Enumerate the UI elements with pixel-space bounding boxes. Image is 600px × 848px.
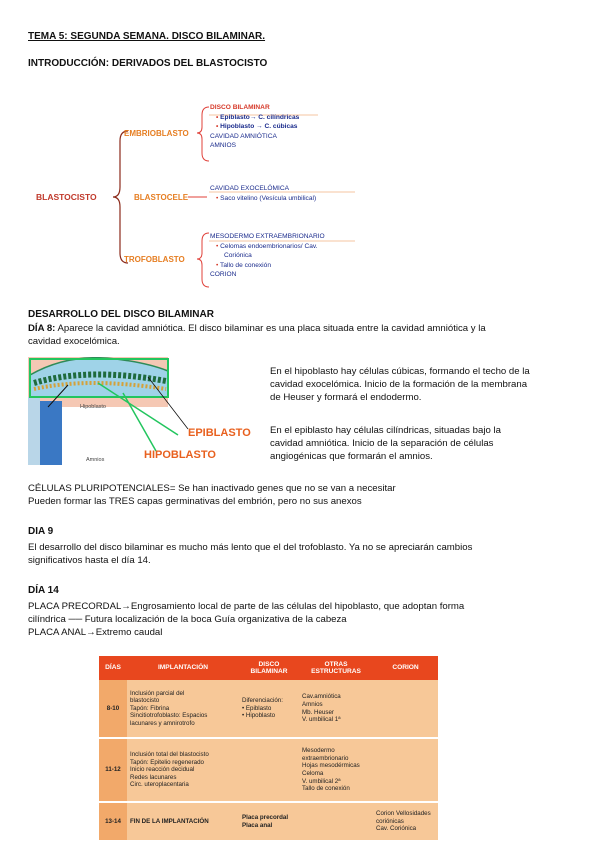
implantation-table (99, 656, 438, 840)
item-disco-bilaminar: DISCO BILAMINAR (210, 104, 270, 111)
cell-impl: FIN DE LA IMPLANTACIÓN (127, 802, 239, 840)
item-celomas: • Celomas endoembrionarios/ Cav. (216, 242, 318, 250)
pluripotenciales-paragraph: CÉLULAS PLURIPOTENCIALES= Se han inactivado genes que no se van a necesitar Pueden formar las TRES capas germinativas del embrión, pero no sus anexos (28, 483, 396, 507)
embrioblasto-list (210, 103, 299, 151)
blastocele-list (210, 184, 316, 203)
item-tallo: • Tallo de conexión (216, 261, 271, 269)
dia8-paragraph: DÍA 8: Aparece la cavidad amniótica. El disco bilaminar es una placa situada entre la cavidad amniótica y la cavidad exocelómica. (28, 323, 486, 347)
item-hipoblasto: • Hipoblasto → C. cúbicas (216, 123, 298, 130)
item-saco-vitelino: • Saco vitelino (Vesícula umbilical) (216, 194, 317, 202)
item-cavidad-amniotica: CAVIDAD AMNIÓTICA (210, 132, 277, 140)
cell-disco: Placa precordal Placa anal (239, 802, 299, 840)
fig-label-epiblasto: EPIBLASTO (188, 427, 251, 439)
table-header-row (99, 656, 438, 680)
dia14-paragraph: PLACA PRECORDAL→Engrosamiento local de parte de las células del hipoblasto, que adoptan forma cilíndrica ── Futura localización de la boca Guía organizativa de la cabeza PLACA ANAL→Extremo caudal (28, 601, 465, 638)
cell-otras (299, 802, 373, 840)
dia14-heading: DÍA 14 (28, 585, 59, 596)
dia9-heading: DIA 9 (28, 526, 54, 537)
item-epiblasto: • Epiblasto→ C. cilíndricas (216, 113, 300, 121)
fig-label-small-1: Hipoblasto (80, 404, 106, 410)
th-corion: CORION (373, 656, 438, 680)
th-disco: DISCO BILAMINAR (239, 656, 299, 680)
item-cavidad-exocelomica: CAVIDAD EXOCELÓMICA (210, 185, 290, 192)
branch-trofoblasto: TROFOBLASTO (124, 255, 185, 264)
cell-otras: Mesodermo extraembrionario Hojas mesodérmicas Celoma V. umbilical 2ª Tallo de conexión (299, 738, 373, 802)
page-title: TEMA 5: SEGUNDA SEMANA. DISCO BILAMINAR. (28, 31, 266, 42)
trofoblasto-list (210, 232, 325, 280)
fig-label-small-2: Amnios (86, 457, 105, 463)
th-otras: OTRAS ESTRUCTURAS (299, 656, 373, 680)
cell-impl: Inclusión total del blastocisto Tapón: Epitelio regenerado Inicio reacción decidual Redes lacunares Circ. uteroplacentaria (127, 738, 239, 802)
hipoblasto-paragraph: En el hipoblasto hay células cúbicas, formando el techo de la cavidad exocelómica. Inicio de la formación de la membrana de Heuser y formará el endodermo. (270, 366, 530, 403)
branch-embrioblasto: EMBRIOBLASTO (124, 129, 189, 138)
cell-disco: Diferenciación: • Epiblasto • Hipoblasto (239, 680, 299, 738)
dia9-paragraph: El desarrollo del disco bilaminar es mucho más lento que el del trofoblasto. Ya no se apreciarán cambios significativos hasta el día 14. (28, 542, 473, 566)
branch-blastocele: BLASTOCELE (134, 193, 189, 202)
item-corion: CORION (210, 271, 237, 278)
th-implantacion: IMPLANTACIÓN (127, 656, 239, 680)
intro-heading: INTRODUCCIÓN: DERIVADOS DEL BLASTOCISTO (28, 58, 268, 69)
item-amnios: AMNIOS (210, 142, 237, 149)
th-dias: DÍAS (99, 656, 127, 680)
table-row (99, 802, 438, 840)
cell-impl: Inclusión parcial del blastocisto Tapón: Fibrina Sincitiotrofoblasto: Espacios lacunares y amnirotrofo (127, 680, 239, 738)
cell-corion (373, 738, 438, 802)
embryo-figure (28, 357, 263, 465)
cell-corion: Corion Vellosidades coriónicas Cav. Coriónica (373, 802, 438, 840)
table-row (99, 738, 438, 802)
cell-otras: Cav.amniótica Amnios Mb. Heuser V. umbilical 1ª (299, 680, 373, 738)
root-blastocisto: BLASTOCISTO (36, 192, 97, 202)
section-heading-desarrollo: DESARROLLO DEL DISCO BILAMINAR (28, 309, 214, 320)
cell-days: 8-10 (99, 680, 127, 738)
cell-days: 13-14 (99, 802, 127, 840)
epiblasto-paragraph: En el epiblasto hay células cilíndricas, situadas bajo la cavidad amniótica. Inicio de la separación de células angiogénicas que formarán el amnios. (270, 425, 501, 462)
item-celomas-2: Coriónica (224, 252, 252, 259)
cell-corion (373, 680, 438, 738)
blastocyst-diagram (0, 95, 600, 295)
item-mesodermo: MESODERMO EXTRAEMBRIONARIO (210, 233, 325, 240)
table-row (99, 680, 438, 738)
fig-label-hipoblasto: HIPOBLASTO (144, 449, 216, 461)
cell-disco (239, 738, 299, 802)
cell-days: 11-12 (99, 738, 127, 802)
